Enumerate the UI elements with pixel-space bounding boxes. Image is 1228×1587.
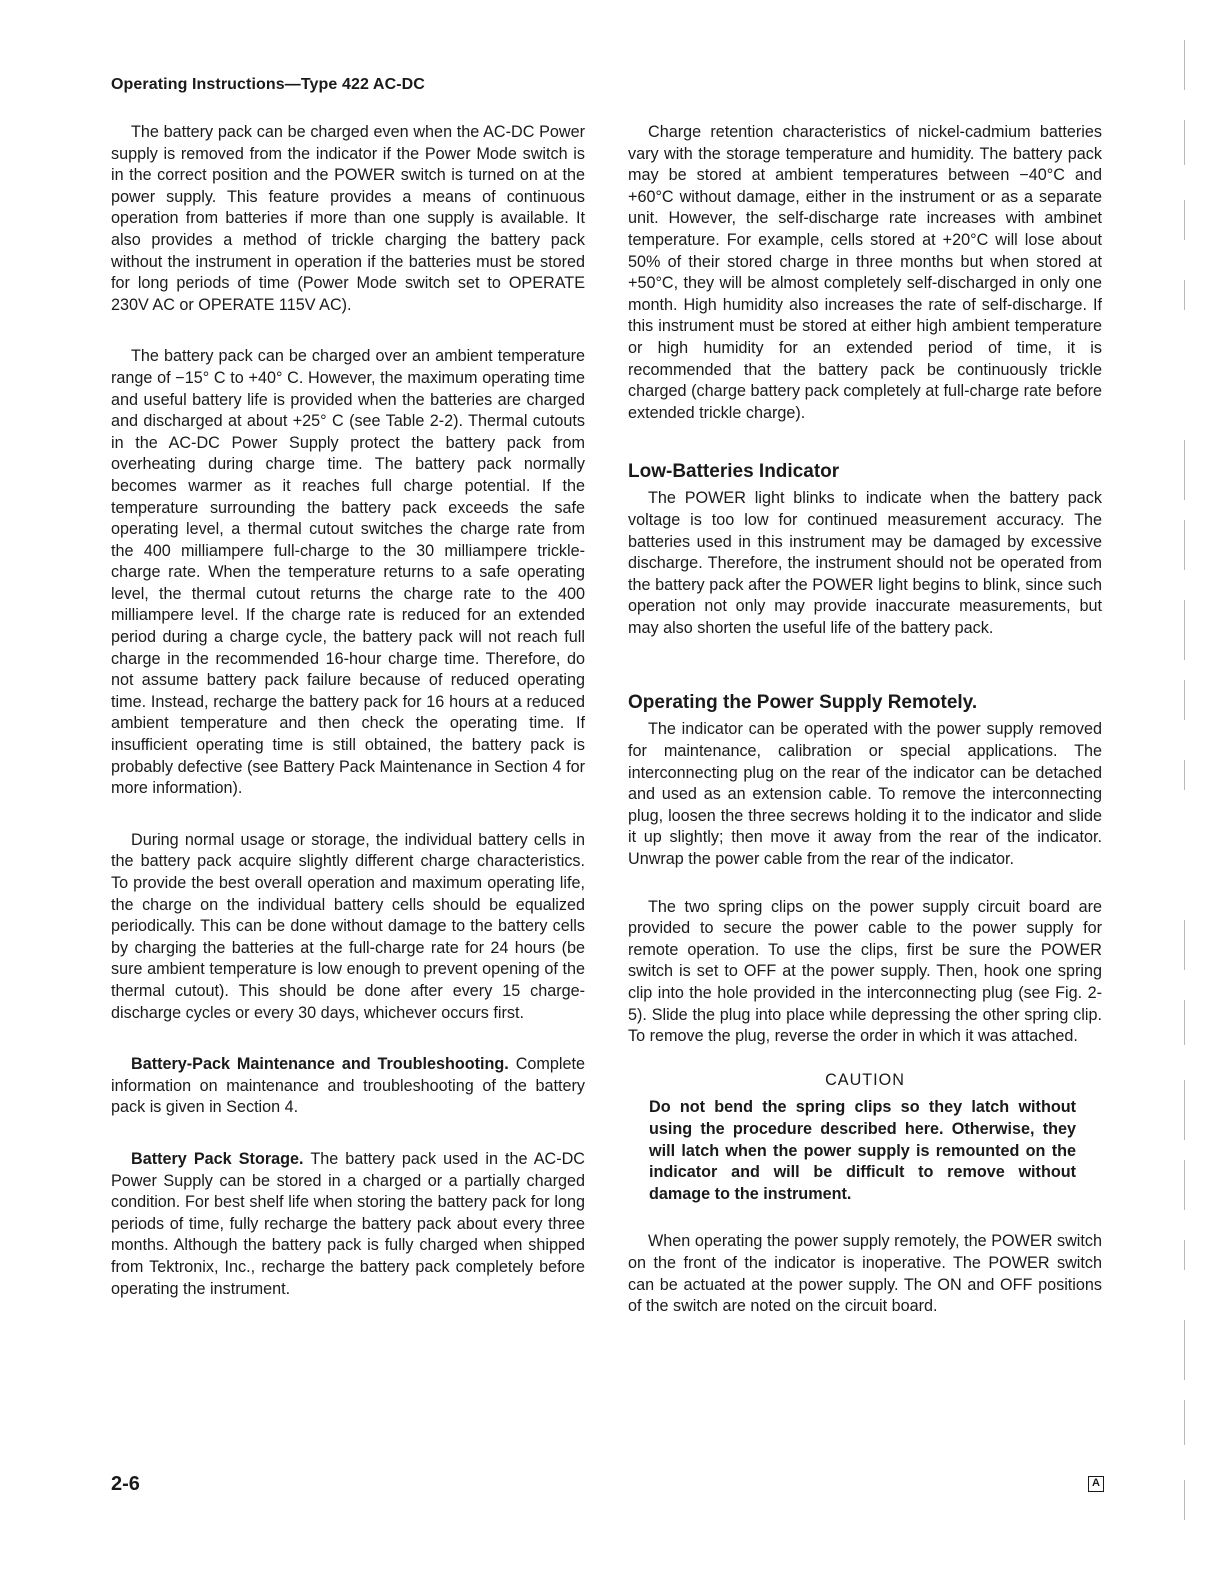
page-number: 2-6 [111, 1473, 140, 1495]
paragraph-low-batteries: The POWER light blinks to indicate when the battery pack voltage is too low for continued measurement accuracy. The batteries used in this instrument may be damaged by excessive discharge. Therefore, the instrument should not be operated from the battery pack after the POWER light begins to blink, since such operation not only may provide inaccurate measurements, but may also shorten the useful life of the battery pack. [628, 489, 1102, 637]
caution-title: CAUTION [825, 1070, 905, 1089]
paragraph-charge-temperature: The battery pack can be charged over an ambient temperature range of −15° C to +40° C. However, the maximum operating time and useful battery life is provided when the batteries are charged and discharged at about +25° C (see Table 2-2). Thermal cutouts in the AC-DC Power Supply protect the battery pack from overheating during charge time. The battery pack normally becomes warmer as it reaches full charge potential. If the temperature surrounding the battery pack exceeds the safe operating level, a thermal cutout switches the charge rate from the 400 milliampere full-charge to the 30 milliampere trickle-charge rate. When the temperature returns to a safe operating level, the thermal cutout returns the charge rate to the 400 milliampere level. If the charge rate is reduced for an extended period during a charge cycle, the battery pack will not reach full charge in the recommended 16-hour charge time. Therefore, do not assume battery pack failure because of reduced operating time. Instead, recharge the battery pack for 16 hours at a reduced ambient temperature and then check the operating time. If insufficient operating time is still obtained, the battery pack is probably defective (see Battery Pack Maintenance in Section 4 for more information). [111, 347, 585, 798]
revision-mark: A [1088, 1476, 1104, 1492]
paragraph-charging-removed: The battery pack can be charged even when the AC-DC Power supply is removed from the indicator if the Power Mode switch is in the correct position and the POWER switch is turned on at the power supply. This feature provides a means of continuous operation from batteries if more than one supply is available. It also provides a method of trickle charging the battery pack without the instrument in operation if the batteries must be stored for long periods of time (Power Mode switch set to OPERATE 230V AC or OPERATE 115V AC). [111, 123, 585, 314]
margin-binding-marks [1180, 40, 1200, 1540]
paragraph-remote-operation: The indicator can be operated with the power supply removed for maintenance, calibration or special applications. The interconnecting plug on the rear of the indicator can be detached and used as an extension cable. To remove the interconnecting plug, loosen the three secrews holding it to the indicator and slide it up slightly; then move it away from the rear of the indicator. Unwrap the power cable from the rear of the indicator. [628, 720, 1102, 869]
paragraph-charge-retention: Charge retention characteristics of nickel-cadmium batteries vary with the storage temperature and humidity. The battery pack may be stored at ambient temperatures between −40°C and +60°C without damage, either in the instrument or as a separate unit. However, the self-discharge rate increases with ambinet temperature. For example, cells stored at +20°C will lose about 50% of their stored charge in three months but when stored at +50°C, they will be almost completely self-discharged in only one month. High humidity also increases the rate of self-discharge. If this instrument must be stored at either high ambient temperature or high humidity for an extended period of time, it is recommended that the battery pack be continuously trickle charged (charge battery pack completely at full-charge rate before extended trickle charge). [628, 123, 1102, 422]
runin-heading-storage: Battery Pack Storage. [131, 1149, 304, 1168]
runin-heading-maintenance: Battery-Pack Maintenance and Troubleshooting. [131, 1055, 509, 1074]
maintenance-text: Complete information on maintenance and troubleshooting of the battery pack is given in Section 4. [111, 1055, 585, 1117]
paragraph-cell-equalization: During normal usage or storage, the individual battery cells in the battery pack acquire slightly different charge characteristics. To provide the best overall operation and maximum operating life, the charge on the individual battery cells should be equalized periodically. This can be done without damage to the battery cells by charging the batteries at the full-charge rate for 24 hours (be sure ambient temperature is low enough to prevent opening of the thermal cutout). This should be done after every 15 charge-discharge cycles or every 30 days, whichever occurs first. [111, 830, 585, 1022]
paragraph-spring-clips: The two spring clips on the power supply circuit board are provided to secure the power cable to the power supply for remote operation. To use the clips, first be sure the POWER switch is set to OFF at the power supply. Then, hook one spring clip into the hole provided in the interconnecting plug (see Fig. 2-5). Slide the plug into place while depressing the other spring clip. To remove the plug, reverse the order in which it was attached. [628, 897, 1102, 1046]
caution-text: Do not bend the spring clips so they latch without using the procedure described here. Otherwise, they will latch when the power supply is remounted on the indicator and will be difficult to remove without damage to the instrument. [649, 1098, 1076, 1203]
paragraph-remote-power-switch: When operating the power supply remotely, the POWER switch on the front of the indicator is inoperative. The POWER switch can be actuated at the power supply. The ON and OFF positions of the switch are noted on the circuit board. [628, 1232, 1102, 1316]
storage-text: The battery pack used in the AC-DC Power Supply can be stored in a charged or a partially charged condition. For best shelf life when storing the battery pack for long periods of time, fully recharge the battery pack about every three months. Although the battery pack is fully charged when shipped from Tektronix, Inc., recharge the battery pack completely before operating the instrument. [111, 1149, 585, 1298]
heading-low-batteries: Low-Batteries Indicator [628, 461, 840, 483]
left-column [111, 122, 585, 1300]
heading-remote-operation: Operating the Power Supply Remotely. [628, 692, 978, 714]
right-column [628, 122, 1102, 1318]
running-head: Operating Instructions—Type 422 AC-DC [111, 76, 425, 93]
paragraph-maintenance [111, 1054, 585, 1119]
paragraph-storage [111, 1149, 585, 1300]
